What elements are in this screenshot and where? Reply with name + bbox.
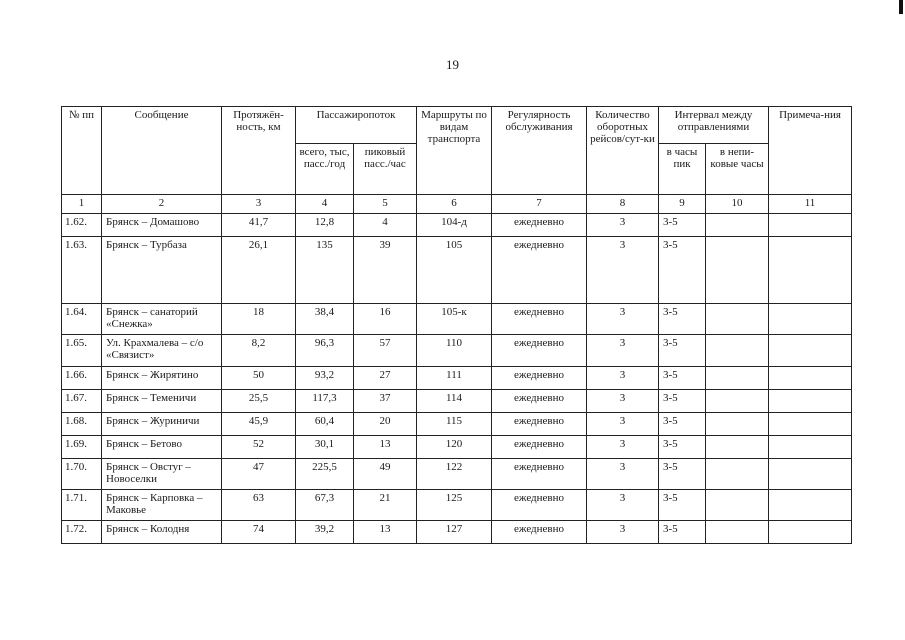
route-code: 127 [417, 521, 492, 544]
route-length: 8,2 [222, 335, 296, 367]
row-number: 1.65. [62, 335, 102, 367]
interval-offpeak [706, 490, 769, 521]
note [769, 413, 852, 436]
table-row [62, 367, 852, 390]
column-index: 5 [354, 195, 417, 214]
table-row [62, 521, 852, 544]
route-message: Брянск – Теменичи [102, 390, 222, 413]
route-code: 120 [417, 436, 492, 459]
flow-total: 225,5 [296, 459, 354, 490]
route-message: Брянск – Жирятино [102, 367, 222, 390]
header-interval-peak: в часы пик [659, 144, 706, 195]
row-number: 1.71. [62, 490, 102, 521]
flow-peak: 20 [354, 413, 417, 436]
regularity: ежедневно [492, 390, 587, 413]
trips-count: 3 [587, 304, 659, 335]
column-index: 7 [492, 195, 587, 214]
table-row [62, 335, 852, 367]
route-length: 63 [222, 490, 296, 521]
column-index: 9 [659, 195, 706, 214]
column-index: 1 [62, 195, 102, 214]
flow-peak: 13 [354, 521, 417, 544]
route-length: 47 [222, 459, 296, 490]
column-index: 6 [417, 195, 492, 214]
route-length: 74 [222, 521, 296, 544]
header-routes: Маршруты по видам транспорта [417, 107, 492, 195]
flow-total: 30,1 [296, 436, 354, 459]
header-num: № пп [62, 107, 102, 195]
column-index-row [62, 195, 852, 214]
trips-count: 3 [587, 367, 659, 390]
route-length: 41,7 [222, 214, 296, 237]
note [769, 237, 852, 304]
note [769, 335, 852, 367]
trips-count: 3 [587, 521, 659, 544]
column-index: 3 [222, 195, 296, 214]
header-regularity: Регулярность обслуживания [492, 107, 587, 195]
route-code: 105 [417, 237, 492, 304]
flow-total: 38,4 [296, 304, 354, 335]
header-flow-peak: пиковый пасс./час [354, 144, 417, 195]
trips-count: 3 [587, 413, 659, 436]
regularity: ежедневно [492, 490, 587, 521]
route-message: Брянск – Бетово [102, 436, 222, 459]
flow-total: 135 [296, 237, 354, 304]
interval-peak: 3-5 [659, 413, 706, 436]
interval-offpeak [706, 413, 769, 436]
row-number: 1.70. [62, 459, 102, 490]
route-message: Брянск – Турбаза [102, 237, 222, 304]
flow-peak: 37 [354, 390, 417, 413]
header-passenger-flow: Пассажиропоток [296, 107, 417, 144]
table-row [62, 214, 852, 237]
route-length: 25,5 [222, 390, 296, 413]
flow-total: 60,4 [296, 413, 354, 436]
regularity: ежедневно [492, 304, 587, 335]
regularity: ежедневно [492, 521, 587, 544]
route-code: 125 [417, 490, 492, 521]
note [769, 214, 852, 237]
route-code: 104-д [417, 214, 492, 237]
note [769, 390, 852, 413]
route-code: 122 [417, 459, 492, 490]
routes-table [61, 106, 852, 544]
flow-peak: 21 [354, 490, 417, 521]
interval-offpeak [706, 459, 769, 490]
table-row [62, 436, 852, 459]
row-number: 1.67. [62, 390, 102, 413]
route-length: 45,9 [222, 413, 296, 436]
row-number: 1.66. [62, 367, 102, 390]
flow-total: 39,2 [296, 521, 354, 544]
route-message: Брянск – Колодня [102, 521, 222, 544]
route-code: 111 [417, 367, 492, 390]
interval-peak: 3-5 [659, 214, 706, 237]
note [769, 459, 852, 490]
interval-offpeak [706, 304, 769, 335]
note [769, 304, 852, 335]
interval-offpeak [706, 521, 769, 544]
header-note: Примеча-ния [769, 107, 852, 195]
column-index: 8 [587, 195, 659, 214]
interval-offpeak [706, 335, 769, 367]
interval-peak: 3-5 [659, 436, 706, 459]
route-code: 105-к [417, 304, 492, 335]
route-code: 115 [417, 413, 492, 436]
flow-peak: 13 [354, 436, 417, 459]
interval-peak: 3-5 [659, 304, 706, 335]
row-number: 1.72. [62, 521, 102, 544]
regularity: ежедневно [492, 367, 587, 390]
interval-peak: 3-5 [659, 367, 706, 390]
flow-peak: 57 [354, 335, 417, 367]
interval-offpeak [706, 436, 769, 459]
regularity: ежедневно [492, 436, 587, 459]
flow-total: 12,8 [296, 214, 354, 237]
route-code: 110 [417, 335, 492, 367]
route-message: Ул. Крахмалева – с/о «Связист» [102, 335, 222, 367]
trips-count: 3 [587, 490, 659, 521]
flow-peak: 4 [354, 214, 417, 237]
route-length: 52 [222, 436, 296, 459]
column-index: 11 [769, 195, 852, 214]
route-length: 50 [222, 367, 296, 390]
flow-peak: 49 [354, 459, 417, 490]
route-message: Брянск – Домашово [102, 214, 222, 237]
table-row [62, 459, 852, 490]
table-row [62, 413, 852, 436]
note [769, 367, 852, 390]
table-row [62, 237, 852, 304]
interval-offpeak [706, 367, 769, 390]
interval-peak: 3-5 [659, 390, 706, 413]
note [769, 436, 852, 459]
page-number: 19 [446, 57, 459, 72]
interval-offpeak [706, 390, 769, 413]
flow-total: 96,3 [296, 335, 354, 367]
route-code: 114 [417, 390, 492, 413]
row-number: 1.64. [62, 304, 102, 335]
route-length: 18 [222, 304, 296, 335]
route-message: Брянск – санаторий «Снежка» [102, 304, 222, 335]
interval-peak: 3-5 [659, 237, 706, 304]
table-row [62, 390, 852, 413]
regularity: ежедневно [492, 413, 587, 436]
interval-offpeak [706, 214, 769, 237]
row-number: 1.62. [62, 214, 102, 237]
row-number: 1.69. [62, 436, 102, 459]
trips-count: 3 [587, 237, 659, 304]
route-message: Брянск – Карповка – Маковье [102, 490, 222, 521]
trips-count: 3 [587, 436, 659, 459]
row-number: 1.63. [62, 237, 102, 304]
header-interval: Интервал между отправлениями [659, 107, 769, 144]
interval-offpeak [706, 237, 769, 304]
row-number: 1.68. [62, 413, 102, 436]
table-row [62, 490, 852, 521]
column-index: 2 [102, 195, 222, 214]
column-index: 4 [296, 195, 354, 214]
interval-peak: 3-5 [659, 335, 706, 367]
trips-count: 3 [587, 214, 659, 237]
trips-count: 3 [587, 390, 659, 413]
header-flow-total: всего, тыс, пасс./год [296, 144, 354, 195]
trips-count: 3 [587, 335, 659, 367]
trips-count: 3 [587, 459, 659, 490]
page-edge-mark [899, 0, 903, 14]
flow-total: 117,3 [296, 390, 354, 413]
regularity: ежедневно [492, 335, 587, 367]
interval-peak: 3-5 [659, 490, 706, 521]
flow-total: 67,3 [296, 490, 354, 521]
flow-peak: 16 [354, 304, 417, 335]
regularity: ежедневно [492, 237, 587, 304]
flow-total: 93,2 [296, 367, 354, 390]
note [769, 490, 852, 521]
column-index: 10 [706, 195, 769, 214]
header-message: Сообщение [102, 107, 222, 195]
regularity: ежедневно [492, 214, 587, 237]
regularity: ежедневно [492, 459, 587, 490]
flow-peak: 27 [354, 367, 417, 390]
flow-peak: 39 [354, 237, 417, 304]
header-interval-offpeak: в непи-ковые часы [706, 144, 769, 195]
route-message: Брянск – Овстуг – Новоселки [102, 459, 222, 490]
route-message: Брянск – Журиничи [102, 413, 222, 436]
interval-peak: 3-5 [659, 459, 706, 490]
header-trips: Количество оборотных рейсов/сут-ки [587, 107, 659, 195]
header-length: Протяжён-ность, км [222, 107, 296, 195]
route-length: 26,1 [222, 237, 296, 304]
note [769, 521, 852, 544]
interval-peak: 3-5 [659, 521, 706, 544]
table-row [62, 304, 852, 335]
